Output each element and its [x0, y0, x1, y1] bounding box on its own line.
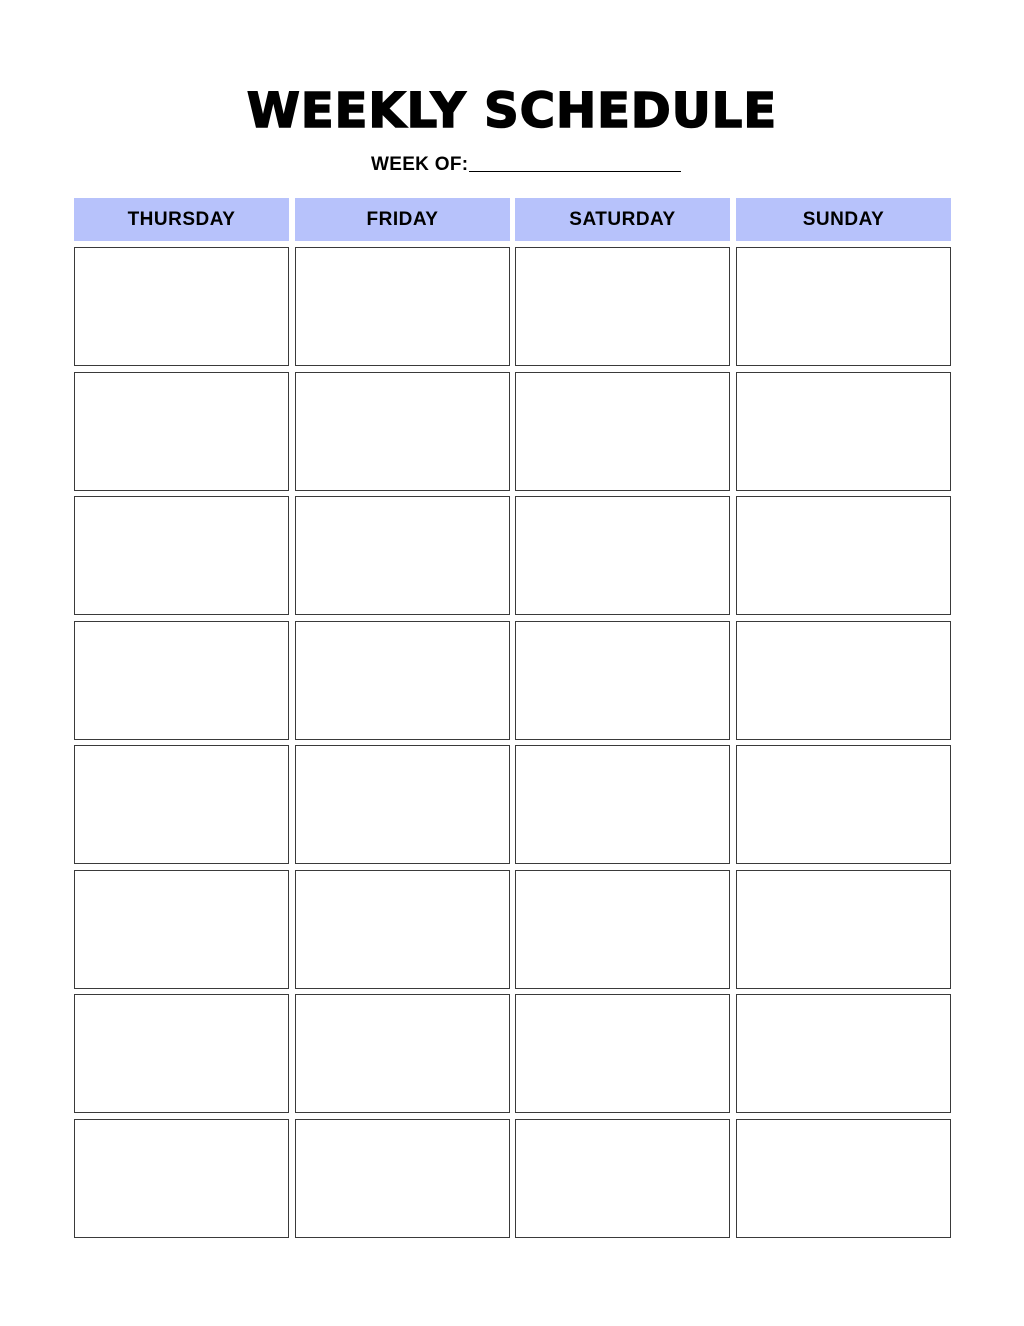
schedule-cell-sunday-6[interactable] — [736, 870, 951, 989]
schedule-cell-friday-5[interactable] — [295, 745, 510, 864]
schedule-cell-saturday-4[interactable] — [515, 621, 730, 740]
day-header-row — [74, 198, 951, 241]
schedule-cell-saturday-6[interactable] — [515, 870, 730, 989]
day-header-sunday: SUNDAY — [736, 198, 951, 241]
week-of-blank-line[interactable] — [469, 171, 681, 172]
schedule-cell-thursday-4[interactable] — [74, 621, 289, 740]
day-header-thursday: THURSDAY — [74, 198, 289, 241]
day-header-friday: FRIDAY — [295, 198, 510, 241]
schedule-cell-sunday-3[interactable] — [736, 496, 951, 615]
schedule-cell-sunday-2[interactable] — [736, 372, 951, 491]
schedule-cell-friday-7[interactable] — [295, 994, 510, 1113]
schedule-cell-saturday-7[interactable] — [515, 994, 730, 1113]
week-of-label: WEEK OF: — [371, 154, 469, 175]
day-header-saturday: SATURDAY — [515, 198, 730, 241]
schedule-cell-sunday-7[interactable] — [736, 994, 951, 1113]
schedule-cell-thursday-2[interactable] — [74, 372, 289, 491]
schedule-cell-sunday-1[interactable] — [736, 247, 951, 366]
schedule-cell-friday-4[interactable] — [295, 621, 510, 740]
schedule-cell-friday-3[interactable] — [295, 496, 510, 615]
schedule-cell-saturday-2[interactable] — [515, 372, 730, 491]
schedule-cell-friday-1[interactable] — [295, 247, 510, 366]
schedule-cell-saturday-5[interactable] — [515, 745, 730, 864]
schedule-cell-thursday-3[interactable] — [74, 496, 289, 615]
schedule-cell-thursday-8[interactable] — [74, 1119, 289, 1238]
schedule-cell-thursday-1[interactable] — [74, 247, 289, 366]
week-of-field — [371, 152, 681, 176]
schedule-cell-thursday-7[interactable] — [74, 994, 289, 1113]
schedule-cell-friday-6[interactable] — [295, 870, 510, 989]
schedule-cell-thursday-6[interactable] — [74, 870, 289, 989]
schedule-cell-friday-2[interactable] — [295, 372, 510, 491]
schedule-cell-saturday-3[interactable] — [515, 496, 730, 615]
page-title: WEEKLY SCHEDULE — [246, 83, 778, 139]
schedule-cell-saturday-1[interactable] — [515, 247, 730, 366]
schedule-cell-saturday-8[interactable] — [515, 1119, 730, 1238]
schedule-cell-thursday-5[interactable] — [74, 745, 289, 864]
schedule-grid — [74, 247, 951, 1240]
schedule-cell-sunday-8[interactable] — [736, 1119, 951, 1238]
schedule-cell-sunday-4[interactable] — [736, 621, 951, 740]
schedule-cell-friday-8[interactable] — [295, 1119, 510, 1238]
schedule-cell-sunday-5[interactable] — [736, 745, 951, 864]
